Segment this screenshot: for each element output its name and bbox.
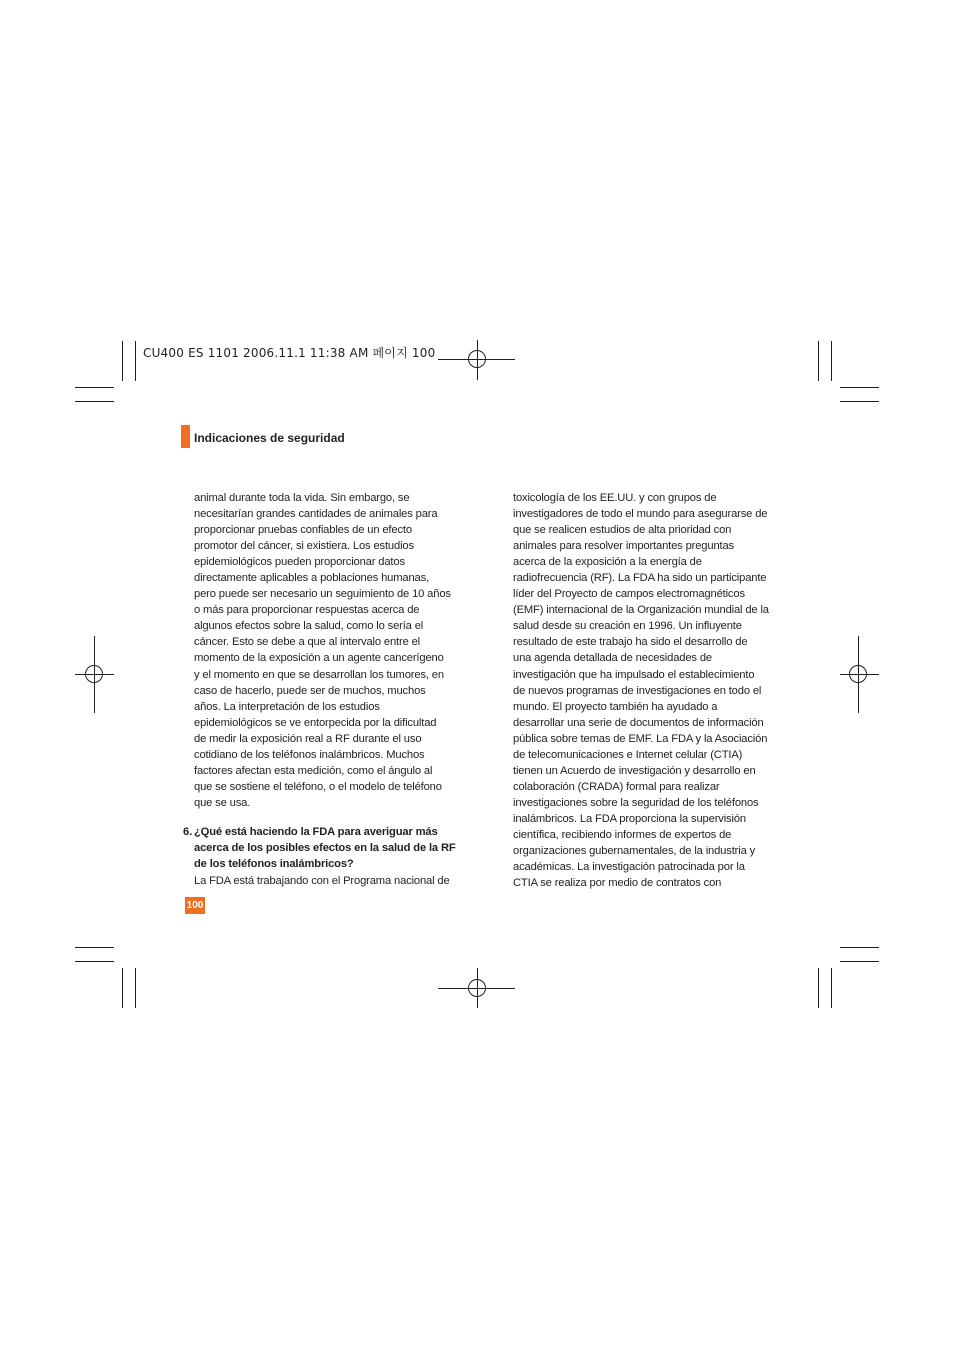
crop-mark	[818, 341, 819, 381]
crop-mark	[840, 961, 879, 962]
question-heading: ¿Qué está haciendo la FDA para averiguar más acerca de los posibles efectos en la salud de la RF de los teléfonos inalámbricos?	[194, 826, 456, 870]
crop-mark	[75, 961, 114, 962]
crop-mark	[840, 387, 879, 388]
registration-circle	[468, 350, 486, 368]
section-marker	[181, 425, 190, 448]
crop-mark	[135, 968, 136, 1008]
crop-mark	[75, 947, 114, 948]
crop-mark	[831, 341, 832, 381]
section-title: Indicaciones de seguridad	[194, 431, 345, 445]
left-column	[194, 490, 474, 811]
crop-mark	[818, 968, 819, 1008]
question-answer-start: La FDA está trabajando con el Programa nacional de	[194, 875, 450, 887]
crop-mark	[75, 387, 114, 388]
right-column	[513, 490, 793, 891]
crop-mark	[122, 341, 123, 381]
crop-mark	[840, 401, 879, 402]
crop-mark	[122, 968, 123, 1008]
question-number: 6.	[183, 826, 193, 838]
crop-mark	[840, 947, 879, 948]
right-column-text: toxicología de los EE.UU. y con grupos de investigadores de todo el mundo para asegurarse de que se realicen estudios de alta prioridad con animales para resolver importantes preguntas acerca de la exposición a la energía de radiofrecuencia (RF). La FDA ha sido un participante líder del Proyecto de campos electromagnéticos (EMF) internacional de la Organización mundial de la salud desde su creación en 1996. Un influyente resultado de este trabajo ha sido el desarrollo de una agenda detallada de necesidades de investigación que ha impulsado el establecimiento de nuevos programas de investigaciones en todo el mundo. El proyecto también ha ayudado a desarrollar una serie de documentos de información pública sobre temas de EMF. La FDA y la Asociación de telecomunicaciones e Internet celular (CTIA) tienen un Acuerdo de investigación y desarrollo en colaboración (CRADA) formal para realizar investigaciones sobre la seguridad de los teléfonos inalámbricos. La FDA proporciona la supervisión científica, recibiendo informes de expertos de organizaciones gubernamentales, de la industria y académicas. La investigación patrocinada por la CTIA se realiza por medio de contratos con	[513, 492, 769, 890]
left-column-text: animal durante toda la vida. Sin embargo, se necesitarían grandes cantidades de animales para proporcionar pruebas confiables de un efecto promotor del cáncer, si existiera. Los estudios epidemiológicos pueden proporcionar datos directamente aplicables a poblaciones humanas, pero puede ser necesario un seguimiento de 10 años o más para proporcionar respuestas acerca de algunos efectos sobre la salud, como lo sería el cáncer. Esto se debe a que al intervalo entre el momento de la exposición a un agente cancerígeno y el momento en que se desarrollan los tumores, en caso de hacerlo, puede ser de muchos, muchos años. La interpretación de los estudios epidemiológicos se ve entorpecida por la dificultad de medir la exposición real a RF durante el uso cotidiano de los teléfonos inalámbricos. Muchos factores afectan esta medición, como el ángulo al que se sostiene el teléfono, o el modelo de teléfono que se usa.	[194, 492, 451, 809]
crop-mark	[831, 968, 832, 1008]
registration-circle	[849, 665, 867, 683]
page-number: 100	[185, 897, 205, 914]
print-slug: CU400 ES 1101 2006.11.1 11:38 AM 페이지 100	[143, 346, 436, 360]
registration-circle	[468, 979, 486, 997]
crop-mark	[75, 401, 114, 402]
registration-circle	[85, 665, 103, 683]
crop-mark	[135, 341, 136, 381]
